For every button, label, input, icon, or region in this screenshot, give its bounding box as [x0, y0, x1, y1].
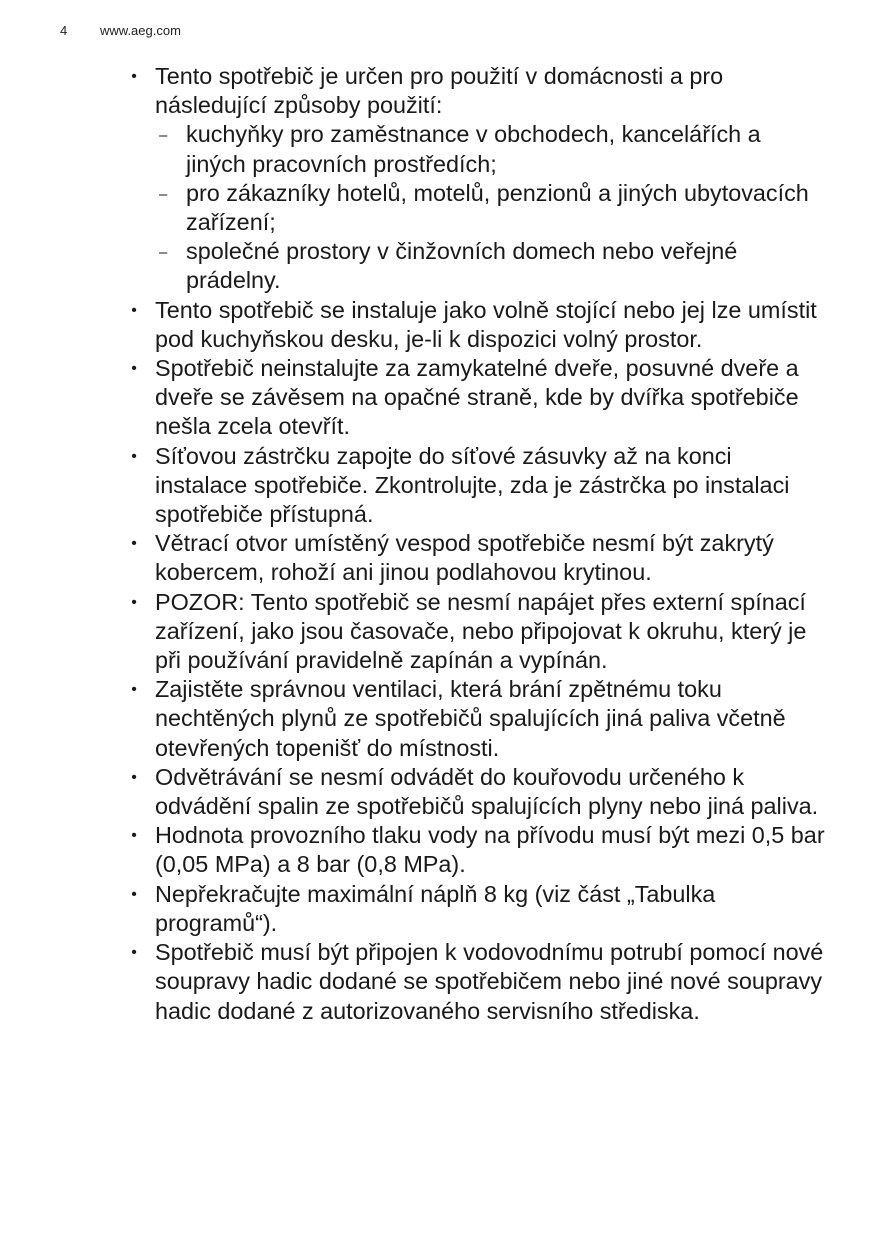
- list-item: [126, 880, 826, 938]
- bullet-icon: •: [131, 535, 137, 553]
- list-item: [126, 821, 826, 879]
- list-item-text: Síťovou zástrčku zapojte do síťové zásuvky až na konci instalace spotřebiče. Zkontrolujte, zda je zástrčka po instalaci spotřebiče přístupná.: [155, 442, 790, 528]
- list-item: [126, 442, 826, 530]
- dash-icon: –: [159, 244, 168, 262]
- page-number: 4: [60, 23, 68, 38]
- list-item-text: Tento spotřebič se instaluje jako volně stojící nebo jej lze umístit pod kuchyňskou desku, je-li k dispozici volný prostor.: [155, 296, 817, 352]
- list-item-text: Nepřekračujte maximální náplň 8 kg (viz část „Tabulka programů“).: [155, 880, 716, 936]
- bullet-icon: •: [131, 360, 137, 378]
- dash-icon: –: [159, 185, 168, 203]
- list-item-text: Odvětrávání se nesmí odvádět do kouřovodu určeného k odvádění spalin ze spotřebičů spalujících plyny nebo jiná paliva.: [155, 763, 819, 820]
- dash-icon: –: [159, 127, 168, 145]
- list-item: [126, 296, 826, 354]
- sub-list-item: [155, 120, 826, 178]
- bullet-icon: •: [131, 768, 137, 786]
- sub-list-item-text: pro zákazníky hotelů, motelů, penzionů a jiných ubytovacích zařízení;: [186, 179, 809, 236]
- list-item-text: Spotřebič neinstalujte za zamykatelné dveře, posuvné dveře a dveře se závěsem na opačné straně, kde by dvířka spotřebiče nešla zcela otevřít.: [155, 355, 799, 440]
- list-item-text: Větrací otvor umístěný vespod spotřebiče nesmí být zakrytý kobercem, rohoží ani jinou podlahovou krytinou.: [155, 530, 774, 586]
- list-item-text: Spotřebič musí být připojen k vodovodnímu potrubí pomocí nové soupravy hadic dodané se spotřebičem nebo jiné nové soupravy hadic dodané z autorizovaného servisního střediska.: [155, 939, 824, 1024]
- list-item-text: Hodnota provozního tlaku vody na přívodu musí být mezi 0,5 bar (0,05 MPa) a 8 bar (0,8 MPa).: [155, 822, 825, 878]
- list-item: [126, 675, 826, 763]
- sub-list-item-text: kuchyňky pro zaměstnance v obchodech, kancelářích a jiných pracovních prostředích;: [186, 121, 761, 177]
- bullet-icon: •: [131, 827, 137, 845]
- website-url: www.aeg.com: [100, 23, 181, 38]
- bullet-icon: •: [131, 944, 137, 962]
- sub-list-item: [155, 179, 826, 237]
- list-item: [126, 354, 826, 442]
- list-item: [126, 588, 826, 676]
- list-item: [126, 62, 826, 296]
- bullet-icon: •: [131, 681, 137, 699]
- bullet-icon: •: [131, 301, 137, 319]
- list-item: [126, 529, 826, 587]
- list-item-text: POZOR: Tento spotřebič se nesmí napájet přes externí spínací zařízení, jako jsou časovače, nebo připojovat k okruhu, který je při používání pravidelně zapínán a vypínán.: [155, 588, 807, 674]
- bullet-icon: •: [131, 68, 137, 85]
- page-header: [60, 22, 181, 40]
- bullet-icon: •: [131, 885, 137, 903]
- safety-bullet-list: [126, 62, 826, 1026]
- list-item-text: Zajistěte správnou ventilaci, která brání zpětnému toku nechtěných plynů ze spotřebičů spalujících jiná paliva včetně otevřených topenišť do místnosti.: [155, 676, 786, 761]
- bullet-icon: •: [131, 447, 137, 465]
- sub-list: [155, 120, 826, 295]
- bullet-icon: •: [131, 593, 137, 611]
- sub-list-item: [155, 237, 826, 295]
- list-item-text: Tento spotřebič je určen pro použití v domácnosti a pro následující způsoby použití:: [155, 63, 724, 119]
- list-item: [126, 938, 826, 1026]
- list-item: [126, 763, 826, 821]
- sub-list-item-text: společné prostory v činžovních domech nebo veřejné prádelny.: [186, 238, 738, 294]
